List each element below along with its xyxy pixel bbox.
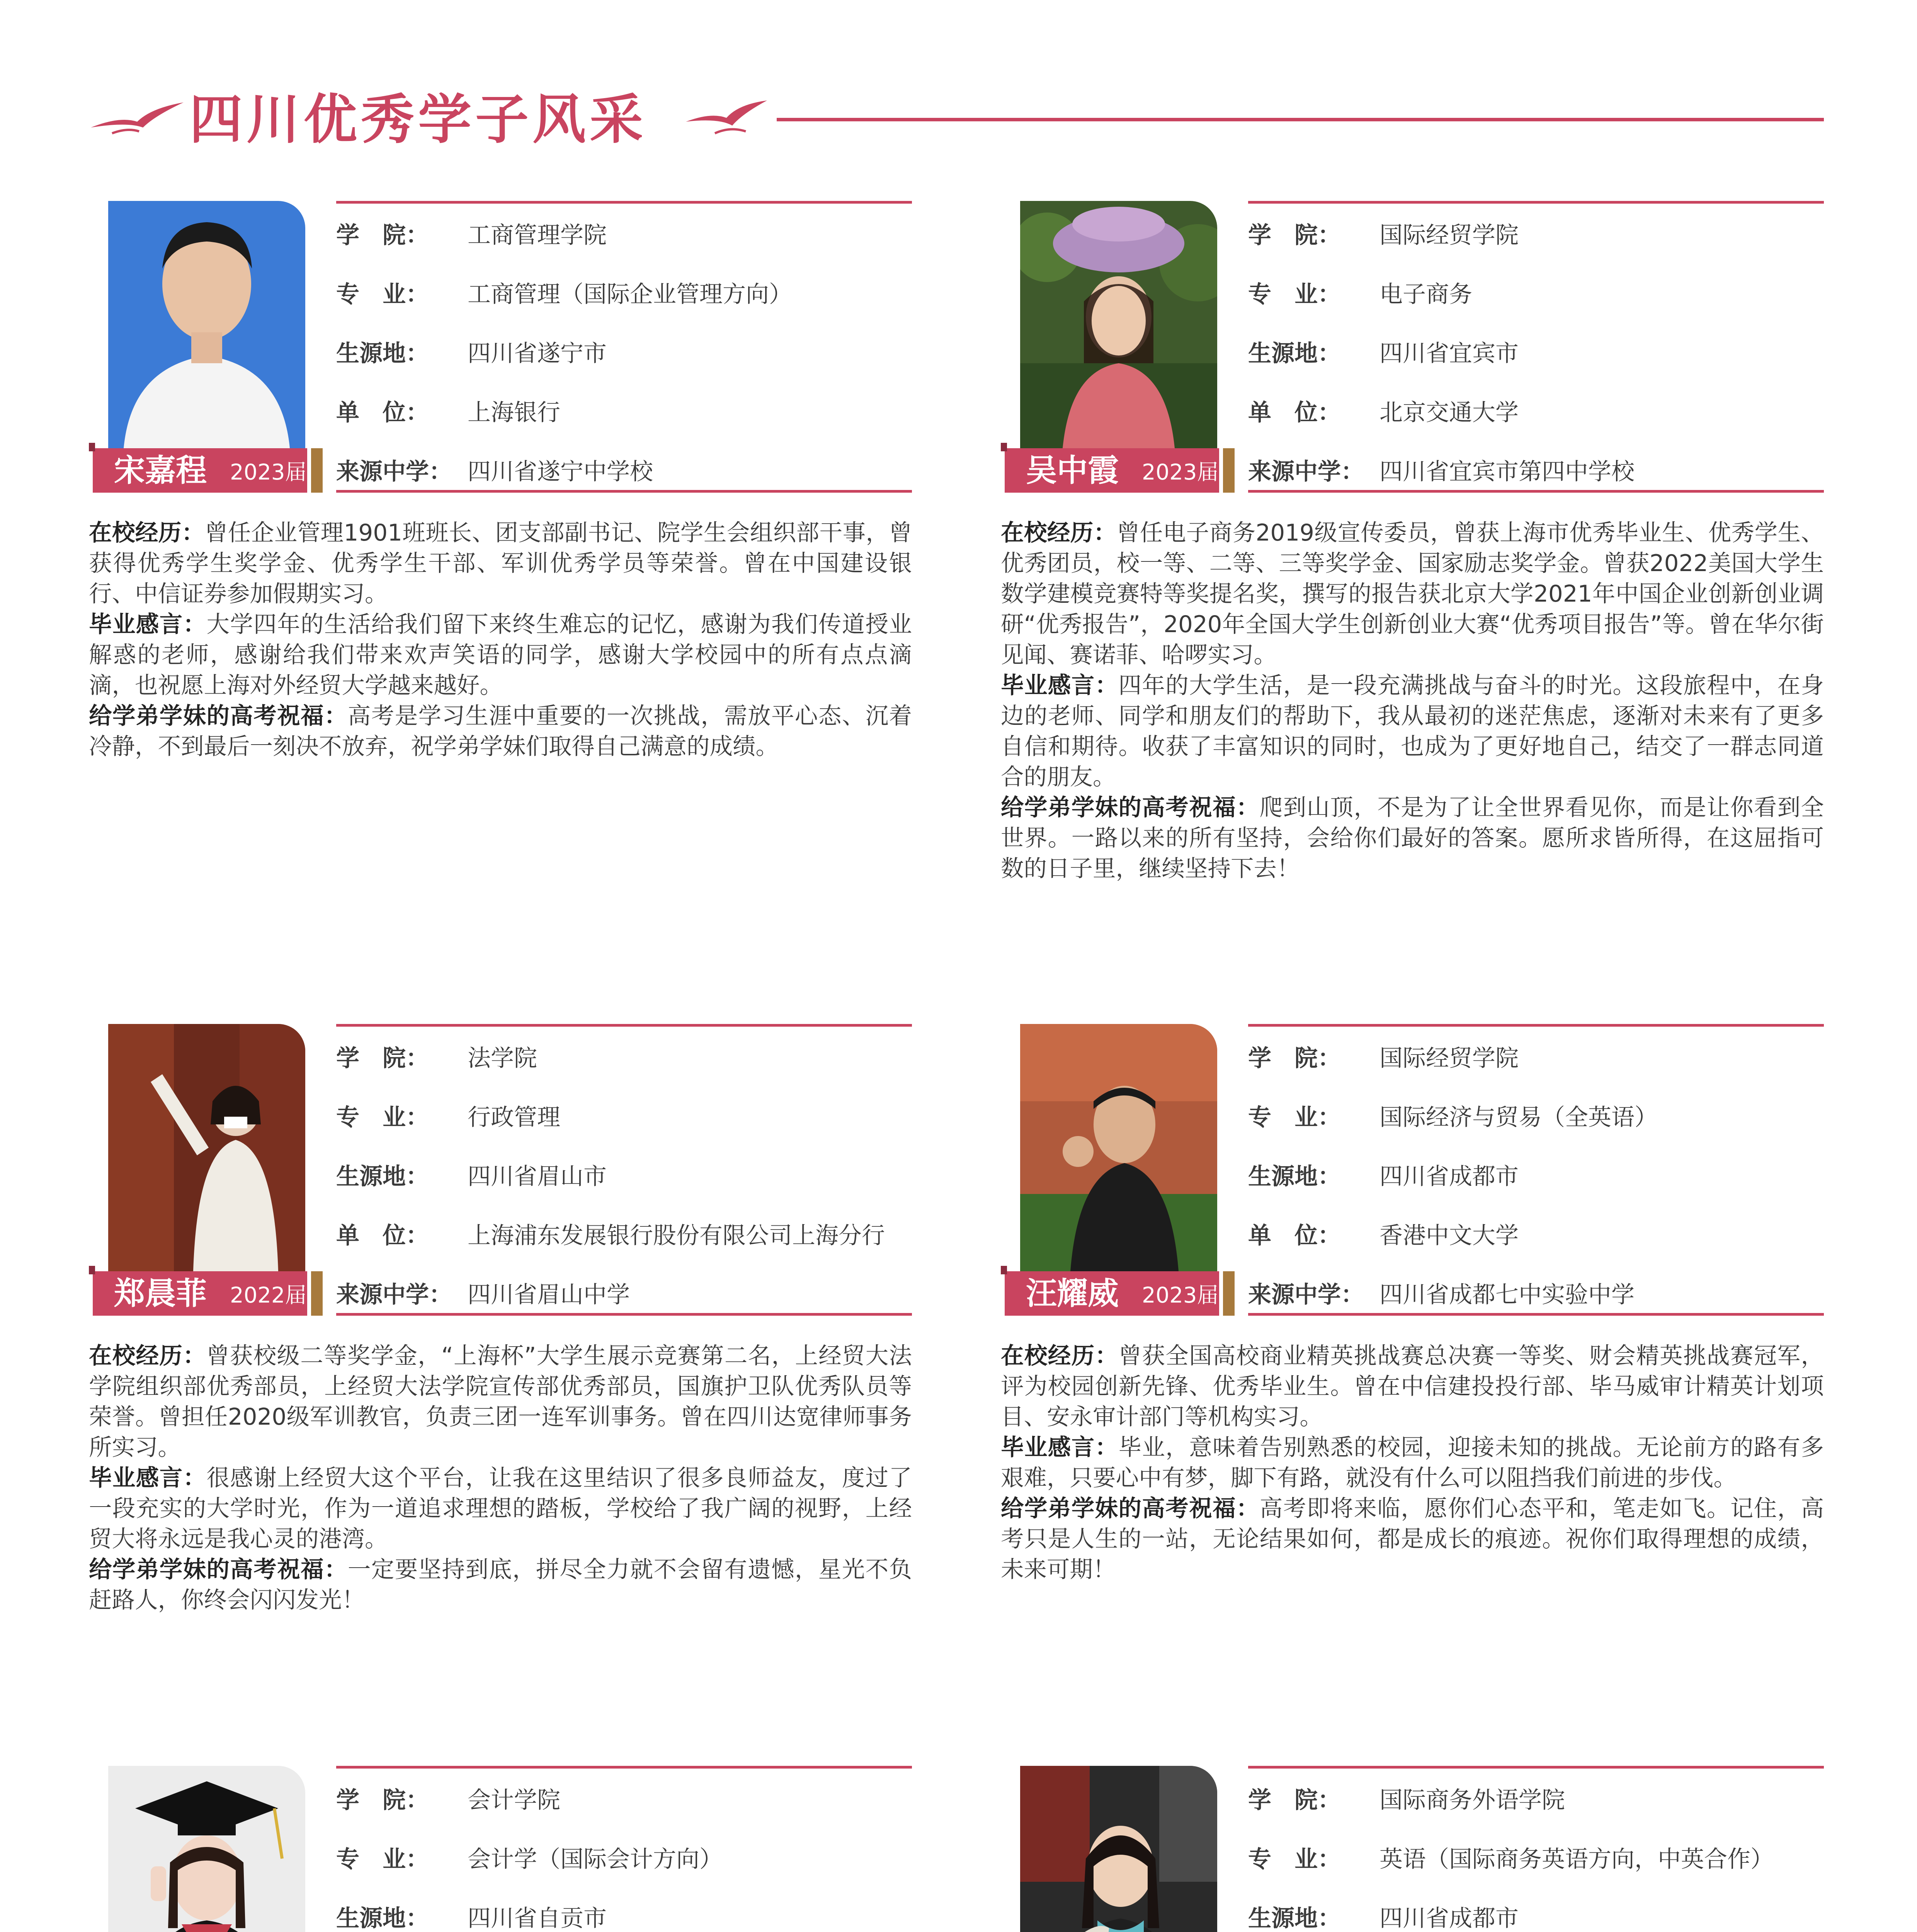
info-row [1248,263,1824,322]
experience-paragraph [1001,1341,1824,1432]
experience-text: 曾获全国高校商业精英挑战赛总决赛一等奖、财会精英挑战赛冠军，评为校园创新先锋、优秀毕业生。曾在中信建投投行部、毕马威审计精英计划项目、安永审计部门等机构实习。 [1001,1343,1824,1430]
field-label: 专 业： [1248,1846,1341,1873]
field-value: 四川省遂宁中学校 [468,458,653,485]
student-name: 吴中霞 [1026,452,1119,488]
field-value: 国际经济与贸易（全英语） [1379,1104,1658,1131]
student-photo [108,1766,305,1932]
wish-label: 给学弟学妹的高考祝福： [1001,794,1260,821]
graduation-paragraph [1001,670,1824,793]
student-name: 汪耀威 [1026,1276,1119,1311]
student-bio [89,1341,912,1616]
student-photo [108,1024,305,1271]
wish-paragraph [1001,793,1824,884]
graduation-year: 2022届 [230,1283,307,1308]
field-label: 来源中学： [1248,458,1364,485]
field-value: 四川省眉山市 [468,1163,607,1190]
field-value: 法学院 [468,1045,537,1072]
student-name-tag [1005,448,1219,493]
graduation-year: 2023届 [230,460,307,485]
info-row [1248,1027,1824,1086]
field-value: 国际商务外语学院 [1379,1787,1565,1814]
info-top-line [336,1766,912,1769]
student-bio [1001,1341,1824,1585]
field-value: 四川省眉山中学 [468,1281,630,1308]
field-label: 专 业： [336,1846,429,1873]
field-label: 学 院： [336,1045,429,1072]
info-row [1248,1828,1824,1887]
field-value: 上海浦东发展银行股份有限公司上海分行 [468,1222,885,1249]
student-name: 郑晨菲 [114,1276,207,1311]
info-row [1248,204,1824,263]
info-row [336,1828,912,1887]
graduation-label: 毕业感言： [89,1465,207,1492]
student-photo [1020,1766,1217,1932]
field-value: 香港中文大学 [1379,1222,1519,1249]
student-name-tag [1005,1271,1219,1316]
field-label: 专 业： [1248,1104,1341,1131]
graduation-label: 毕业感言： [1001,672,1119,699]
student-photo [1020,1024,1217,1271]
info-row [1248,1769,1824,1828]
info-row [336,322,912,381]
wish-text: 高考是学习生涯中重要的一次挑战，需放平心态、沉着冷静，不到最后一刻决不放弃，祝学弟学妹们取得自己满意的成绩。 [89,703,912,760]
experience-label: 在校经历： [89,1343,206,1369]
info-row [1248,1145,1824,1204]
info-top-line [336,1024,912,1027]
field-value: 工商管理学院 [468,222,607,249]
field-label: 学 院： [336,222,429,249]
student-photo [108,201,305,448]
field-value: 上海银行 [468,399,560,426]
field-label: 生源地： [336,1163,429,1190]
field-label: 单 位： [336,1222,429,1249]
experience-paragraph [1001,518,1824,670]
info-row [1248,322,1824,381]
field-label: 单 位： [1248,1222,1341,1249]
wish-paragraph [89,701,912,762]
student-name-tag [93,1271,307,1316]
wish-label: 给学弟学妹的高考祝福： [1001,1495,1260,1522]
info-top-line [336,201,912,204]
info-row [336,204,912,263]
info-top-line [1248,1766,1824,1769]
graduation-label: 毕业感言： [89,611,207,638]
graduation-text: 很感谢上经贸大这个平台，让我在这里结识了很多良师益友，度过了一段充实的大学时光，作为一道追求理想的踏板，学校给了我广阔的视野，上经贸大将永远是我心灵的港湾。 [89,1465,912,1553]
info-bottom-line [336,490,912,493]
info-row [336,1769,912,1828]
info-row [336,1027,912,1086]
info-row [1248,1887,1824,1932]
graduation-paragraph [89,1463,912,1554]
field-value: 四川省宜宾市 [1379,340,1519,367]
field-label: 学 院： [1248,1787,1341,1814]
experience-label: 在校经历： [1001,1343,1119,1369]
field-label: 来源中学： [336,1281,452,1308]
field-value: 会计学院 [468,1787,560,1814]
field-label: 来源中学： [1248,1281,1364,1308]
page-header [0,77,1917,162]
accent-bar [311,448,323,493]
student-name: 宋嘉程 [114,452,207,488]
wish-paragraph [1001,1493,1824,1585]
info-row [336,1887,912,1932]
field-label: 生源地： [1248,1163,1341,1190]
field-value: 四川省遂宁市 [468,340,607,367]
info-row [1248,1086,1824,1145]
field-value: 国际经贸学院 [1379,1045,1519,1072]
field-value: 四川省成都市 [1379,1163,1519,1190]
field-label: 专 业： [336,281,429,308]
info-row [336,381,912,440]
field-label: 生源地： [1248,340,1341,367]
wish-text: 高考即将来临，愿你们心态平和，笔走如飞。记住，高考只是人生的一站，无论结果如何，都是成长的痕迹。祝你们取得理想的成绩，未来可期！ [1001,1495,1824,1583]
info-row [336,1145,912,1204]
wish-text: 爬到山顶，不是为了让全世界看见你，而是让你看到全世界。一路以来的所有坚持，会给你们最好的答案。愿所求皆所得，在这屈指可数的日子里，继续坚持下去！ [1001,794,1824,882]
experience-label: 在校经历： [1001,520,1117,546]
field-label: 学 院： [336,1787,429,1814]
info-top-line [1248,1024,1824,1027]
info-bottom-line [1248,1313,1824,1316]
experience-text: 曾任企业管理1901班班长、团支部副书记、院学生会组织部干事，曾获得优秀学生奖学金、优秀学生干部、军训优秀学员等荣誉。曾在中国建设银行、中信证券参加假期实习。 [89,520,912,607]
field-value: 国际经贸学院 [1379,222,1519,249]
wish-paragraph [89,1554,912,1616]
field-label: 生源地： [1248,1905,1341,1932]
info-top-line [1248,201,1824,204]
graduation-text: 毕业，意味着告别熟悉的校园，迎接未知的挑战。无论前方的路有多艰难，只要心中有梦，脚下有路，就没有什么可以阻挡我们前进的步伐。 [1001,1434,1824,1492]
bird-right-icon [684,99,769,137]
field-label: 单 位： [336,399,429,426]
field-label: 生源地： [336,340,429,367]
field-label: 来源中学： [336,458,452,485]
experience-label: 在校经历： [89,520,205,546]
field-label: 生源地： [336,1905,429,1932]
student-name-tag [93,448,307,493]
info-bottom-line [336,1313,912,1316]
field-value: 北京交通大学 [1379,399,1519,426]
student-bio [89,518,912,762]
info-row [336,263,912,322]
bird-left-icon [89,100,185,135]
info-row [1248,381,1824,440]
student-bio [1001,518,1824,884]
field-value: 四川省成都七中实验中学 [1379,1281,1635,1308]
experience-text: 曾获校级二等奖学金，“上海杯”大学生展示竞赛第二名，上经贸大法学院组织部优秀部员，上经贸大法学院宣传部优秀部员，国旗护卫队优秀队员等荣誉。曾担任2020级军训教官，负责三团一连军训事务。曾在四川达宽律师事务所实习。 [89,1343,912,1461]
field-value: 工商管理（国际企业管理方向） [468,281,792,308]
info-bottom-line [1248,490,1824,493]
experience-paragraph [89,1341,912,1463]
field-value: 四川省成都市 [1379,1905,1519,1932]
field-value: 电子商务 [1379,281,1472,308]
field-value: 会计学（国际会计方向） [468,1846,723,1873]
field-label: 学 院： [1248,1045,1341,1072]
field-value: 四川省宜宾市第四中学校 [1379,458,1635,485]
accent-bar [1223,1271,1235,1316]
graduation-text: 大学四年的生活给我们留下来终生难忘的记忆，感谢为我们传道授业解惑的老师，感谢给我们带来欢声笑语的同学，感谢大学校园中的所有点点滴滴，也祝愿上海对外经贸大学越来越好。 [89,611,912,699]
field-label: 专 业： [1248,281,1341,308]
accent-bar [311,1271,323,1316]
wish-label: 给学弟学妹的高考祝福： [89,703,348,730]
field-value: 英语（国际商务英语方向，中英合作） [1379,1846,1774,1873]
field-label: 专 业： [336,1104,429,1131]
graduation-year: 2023届 [1142,460,1219,485]
info-row [336,1086,912,1145]
header-divider [777,118,1824,121]
graduation-paragraph [1001,1432,1824,1493]
info-row [1248,1204,1824,1263]
info-row [336,1204,912,1263]
field-label: 单 位： [1248,399,1341,426]
page-title: 四川优秀学子风采 [189,88,647,151]
graduation-label: 毕业感言： [1001,1434,1119,1461]
experience-paragraph [89,518,912,609]
graduation-paragraph [89,609,912,701]
wish-label: 给学弟学妹的高考祝福： [89,1556,348,1583]
field-label: 学 院： [1248,222,1341,249]
experience-text: 曾任电子商务2019级宣传委员，曾获上海市优秀毕业生、优秀学生、优秀团员，校一等、二等、三等奖学金、国家励志奖学金。曾获2022美国大学生数学建模竞赛特等奖提名奖，撰写的报告获北京大学2021年中国企业创新创业调研“优秀报告”，2020年全国大学生创新创业大赛“优秀项目报告”等。曾在华尔街见闻、赛诺菲、哈啰实习。 [1001,520,1824,668]
field-value: 四川省自贡市 [468,1905,607,1932]
graduation-text: 四年的大学生活，是一段充满挑战与奋斗的时光。这段旅程中，在身边的老师、同学和朋友们的帮助下，我从最初的迷茫焦虑，逐渐对未来有了更多自信和期待。收获了丰富知识的同时，也成为了更好地自己，结交了一群志同道合的朋友。 [1001,672,1824,791]
student-photo [1020,201,1217,448]
graduation-year: 2023届 [1142,1283,1219,1308]
accent-bar [1223,448,1235,493]
wish-text: 一定要坚持到底，拼尽全力就不会留有遗憾，星光不负赶路人，你终会闪闪发光！ [89,1556,912,1614]
field-value: 行政管理 [468,1104,560,1131]
